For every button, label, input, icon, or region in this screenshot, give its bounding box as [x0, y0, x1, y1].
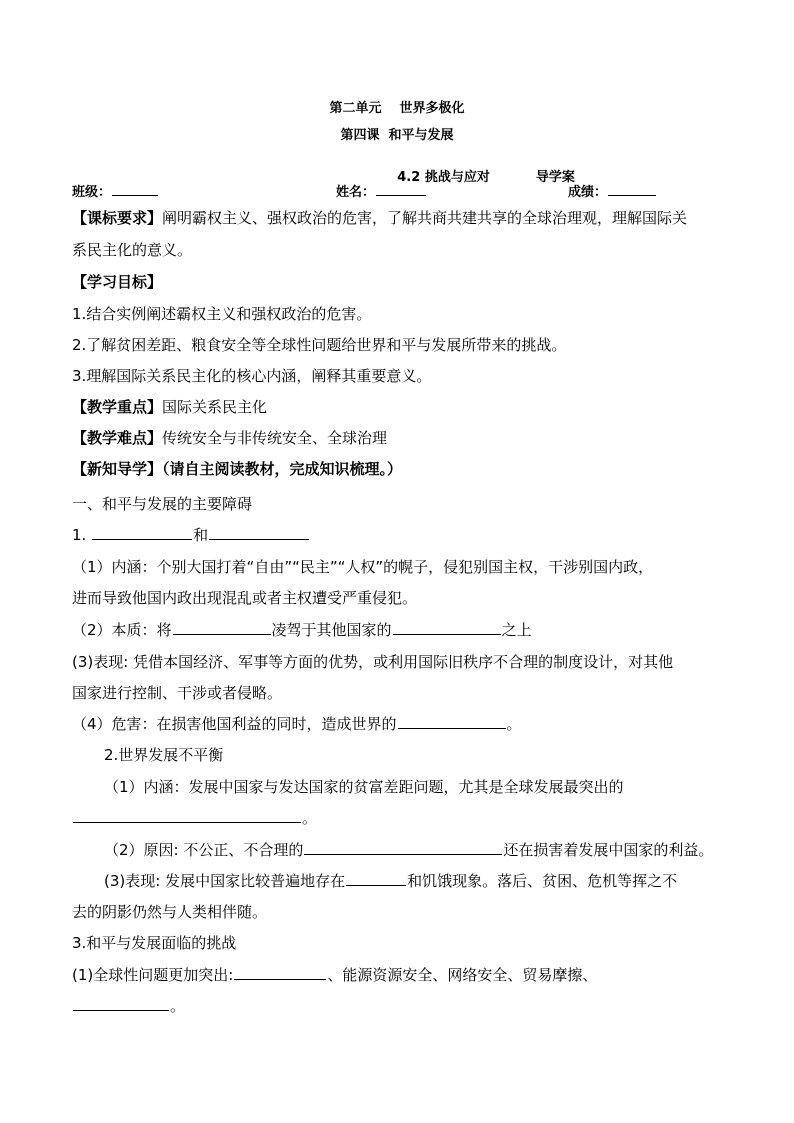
q2-reason-a: （2）原因: 不公正、不合理的: [104, 841, 304, 859]
section-title: [80, 151, 794, 200]
standard-line-1: [72, 208, 687, 228]
standard-label: 【课标要求】: [72, 209, 163, 227]
section-name: 4.2 挑战与应对: [397, 170, 490, 185]
q3-blank-2[interactable]: [73, 996, 169, 1011]
essence-blank-2[interactable]: [393, 620, 501, 635]
name-label: 姓名：: [336, 185, 376, 200]
goal-item-1: 1.结合实例阐述霸权主义和强权政治的危害。: [72, 305, 372, 323]
name-blank[interactable]: [376, 183, 426, 196]
key-point-text: 国际关系民主化: [162, 398, 268, 416]
class-blank[interactable]: [112, 183, 158, 196]
essence-text-a: （2）本质：将: [72, 621, 172, 639]
name-field: [336, 181, 427, 200]
lesson-title: 第四课 和平与发展: [340, 128, 454, 143]
essence-text-b: 凌驾于其他国家的: [271, 621, 392, 639]
q1-performance-line-2: 国家进行控制、干涉或者侵略。: [72, 684, 283, 702]
class-label: 班级：: [72, 185, 112, 200]
q3-line: [72, 965, 597, 985]
guide-line: [72, 459, 402, 479]
q2-performance-line-2: 去的阴影仍然与人类相伴随。: [72, 903, 268, 921]
unit-title: 第二单元 世界多极化: [329, 101, 465, 116]
difficulty-line: [72, 428, 387, 448]
q2-heading: 2.世界发展不平衡: [104, 746, 224, 764]
q3-end: 。: [170, 997, 186, 1015]
standard-line-2: 系民主化的意义。: [72, 241, 193, 259]
part1-heading: 一、和平与发展的主要障碍: [72, 495, 253, 513]
standard-text-1: 阐明霸权主义、强权政治的危害，了解共商共建共享的全球治理观，理解国际关: [162, 209, 688, 227]
harm-text-b: 。: [506, 715, 522, 733]
goal-item-3: 3.理解国际关系民主化的核心内涵，阐释其重要意义。: [72, 367, 432, 385]
section-suffix: 导学案: [535, 170, 575, 185]
q1-number: 1.: [72, 526, 92, 544]
score-label: 成绩：: [568, 185, 608, 200]
q3-heading: 3.和平与发展面临的挑战: [72, 934, 237, 952]
score-blank[interactable]: [608, 183, 656, 196]
q2-connotation-end: 。: [302, 809, 318, 827]
essence-text-c: 之上: [501, 621, 532, 639]
q3-text-a: (1)全球性问题更加突出:: [72, 966, 234, 984]
difficulty-label: 【教学难点】: [72, 429, 163, 447]
q2-perf-blank[interactable]: [346, 871, 406, 886]
goals-label: 【学习目标】: [72, 273, 163, 291]
q2-perf-b: 和饥饿现象。落后、贫困、危机等挥之不: [407, 872, 678, 890]
q3-text-b: 、能源资源安全、网络安全、贸易摩擦、: [327, 966, 598, 984]
q2-connotation-line-2: [72, 808, 317, 828]
q2-connotation-line: （1）内涵：发展中国家与发达国家的贫富差距问题，尤其是全球发展最突出的: [104, 778, 624, 796]
q1-blank-1[interactable]: [92, 525, 192, 540]
q2-reason-line: [104, 840, 713, 860]
q2-reason-blank[interactable]: [304, 840, 502, 855]
key-point-line: [72, 397, 267, 417]
q3-line-2: [72, 996, 185, 1016]
q1-performance-line-1: (3)表现: 凭借本国经济、军事等方面的优势，或利用国际旧秩序不合理的制度设计，对其他: [72, 653, 674, 671]
q1-blank-2[interactable]: [209, 525, 309, 540]
essence-blank-1[interactable]: [173, 620, 271, 635]
q3-blank-1[interactable]: [234, 965, 326, 980]
q1-line: [72, 525, 310, 545]
q2-connotation-blank[interactable]: [73, 808, 301, 823]
harm-text-a: （4）危害：在损害他国利益的同时，造成世界的: [72, 715, 397, 733]
goal-item-2: 2.了解贫困差距、粮食安全等全球性问题给世界和平与发展所带来的挑战。: [72, 336, 567, 354]
guide-label: 【新知导学】: [72, 460, 163, 478]
key-point-label: 【教学重点】: [72, 398, 163, 416]
q1-and: 和: [193, 526, 209, 544]
score-field: [568, 181, 657, 200]
class-field: [72, 181, 159, 200]
harm-blank[interactable]: [398, 714, 506, 729]
q1-essence-line: [72, 620, 532, 640]
q1-harm-line: [72, 714, 522, 734]
guide-text: （请自主阅读教材，完成知识梳理。）: [162, 460, 403, 478]
q2-reason-b: 还在损害着发展中国家的利益。: [503, 841, 714, 859]
q1-connotation-line-1: （1）内涵：个别大国打着“自由”“民主”“人权”的幌子，侵犯别国主权，干涉别国内政，: [72, 558, 654, 576]
q1-connotation-line-2: 进而导致他国内政出现混乱或者主权遭受严重侵犯。: [72, 589, 418, 607]
q2-performance-line: [104, 871, 677, 891]
difficulty-text: 传统安全与非传统安全、全球治理: [162, 429, 388, 447]
q2-perf-a: (3)表现: 发展中国家比较普遍地存在: [104, 872, 346, 890]
